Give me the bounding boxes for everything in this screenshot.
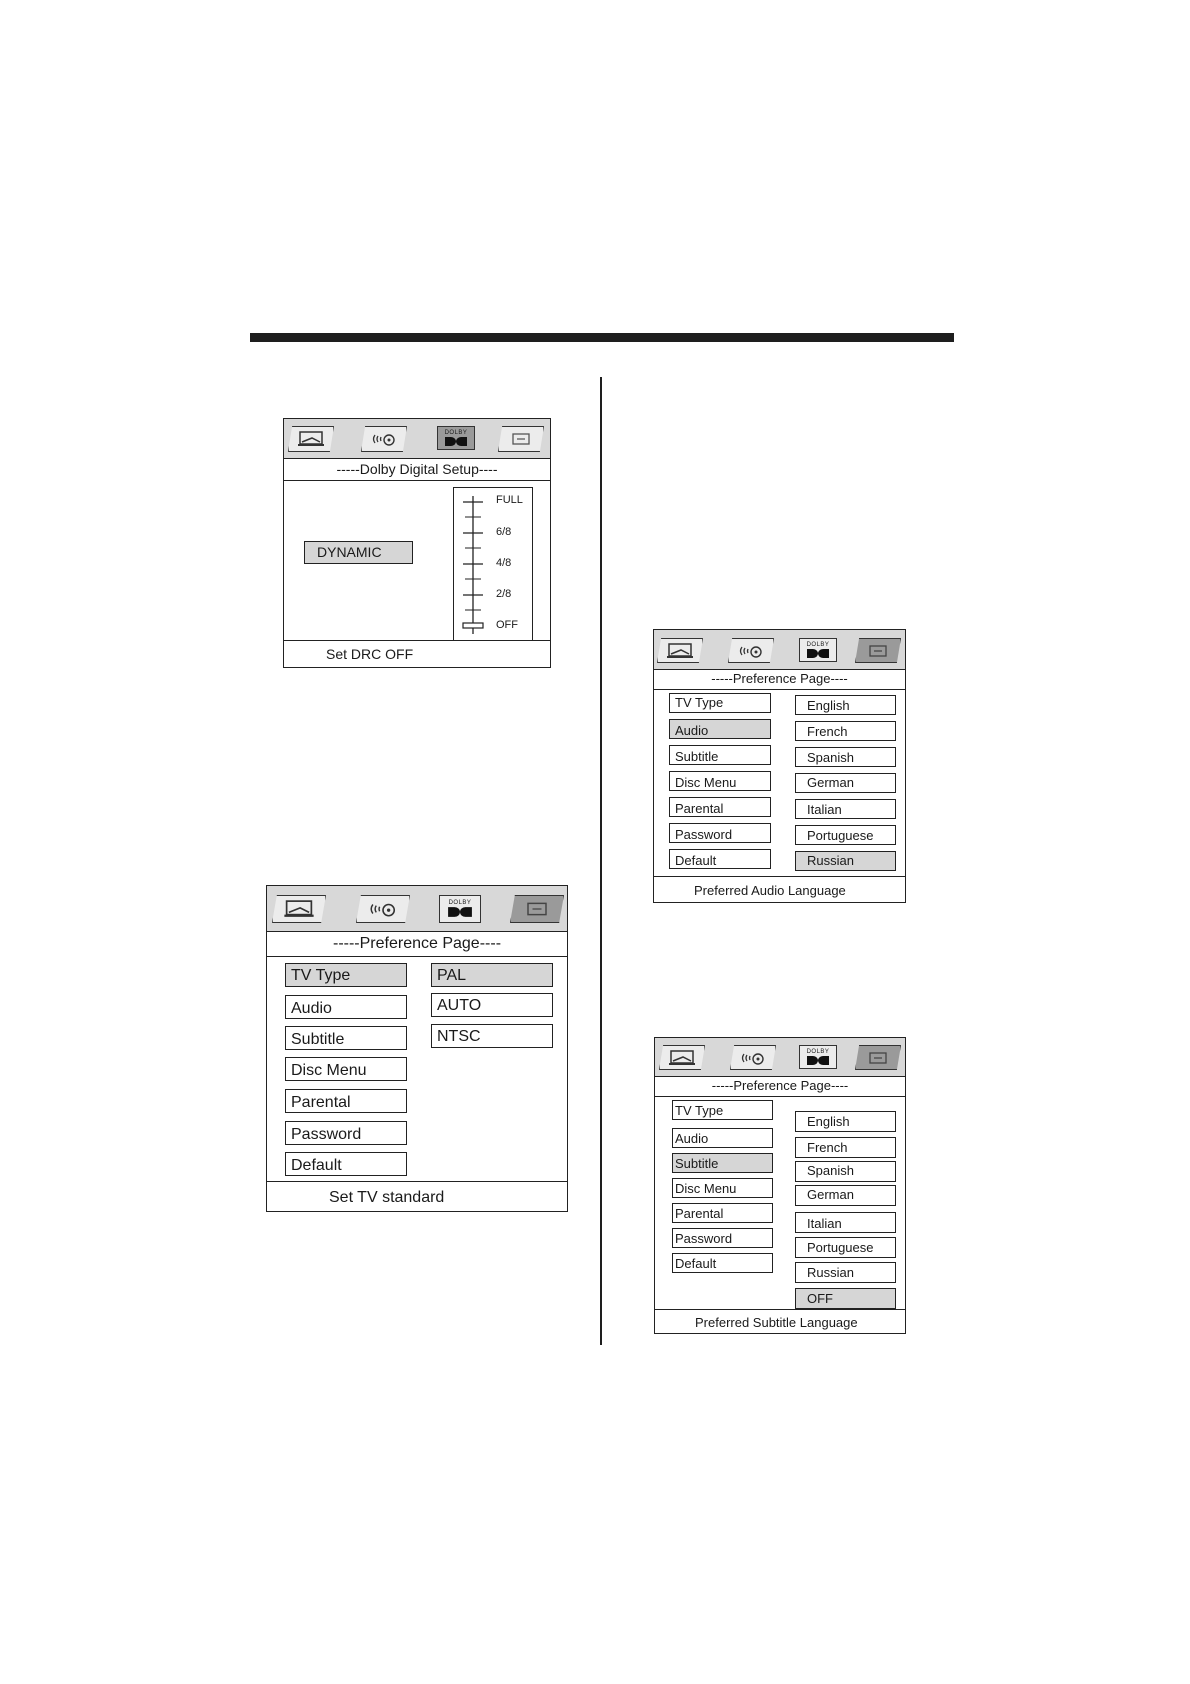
- drc-slider-track: [454, 488, 534, 642]
- icon-bar: [267, 886, 567, 932]
- tab-preference-page[interactable]: [510, 895, 564, 923]
- speaker-disc-icon: [366, 900, 400, 918]
- dolby-logo-text: DOLBY: [444, 429, 468, 436]
- preference-screen-icon: [520, 900, 554, 918]
- menu-item-tv-type[interactable]: TV Type: [285, 963, 407, 987]
- option-portuguese[interactable]: Portuguese: [795, 1237, 896, 1258]
- option-italian[interactable]: Italian: [795, 1212, 896, 1233]
- option-spanish[interactable]: Spanish: [795, 747, 896, 767]
- menu-item-subtitle[interactable]: Subtitle: [672, 1153, 773, 1173]
- menu-item-password[interactable]: Password: [672, 1228, 773, 1248]
- dolby-double-d-icon: [447, 906, 473, 918]
- tab-dolby-setup[interactable]: [799, 1045, 837, 1069]
- option-english[interactable]: English: [795, 695, 896, 715]
- tab-preference-page[interactable]: [855, 638, 901, 663]
- menu-item-audio[interactable]: Audio: [672, 1128, 773, 1148]
- option-german[interactable]: German: [795, 773, 896, 793]
- option-french[interactable]: French: [795, 721, 896, 741]
- status-bar: Preferred Audio Language: [654, 876, 905, 902]
- menu-item-password[interactable]: Password: [285, 1121, 407, 1145]
- dolby-double-d-icon: [444, 436, 468, 447]
- dolby-logo-text: DOLBY: [448, 900, 472, 906]
- option-italian[interactable]: Italian: [795, 799, 896, 819]
- speaker-disc-icon: [369, 431, 399, 447]
- menu-item-default[interactable]: Default: [672, 1253, 773, 1273]
- option-pal[interactable]: PAL: [431, 963, 553, 987]
- menu-item-subtitle[interactable]: Subtitle: [669, 745, 771, 765]
- page-title: -----Preference Page----: [654, 669, 905, 690]
- menu-item-password[interactable]: Password: [669, 823, 771, 843]
- drc-mode-button[interactable]: DYNAMIC: [304, 541, 413, 564]
- scale-label-full: FULL: [496, 494, 523, 506]
- option-russian[interactable]: Russian: [795, 851, 896, 871]
- tab-audio-setup[interactable]: [730, 1045, 776, 1070]
- menu-item-parental[interactable]: Parental: [285, 1089, 407, 1113]
- status-bar: Preferred Subtitle Language: [655, 1309, 905, 1333]
- tab-audio-setup[interactable]: [361, 426, 407, 452]
- status-bar: Set DRC OFF: [284, 640, 550, 667]
- status-bar: Set TV standard: [267, 1181, 567, 1211]
- scale-label-6-8: 6/8: [496, 526, 512, 538]
- icon-bar: [654, 630, 905, 670]
- preference-screen-icon: [863, 1050, 893, 1066]
- option-portuguese[interactable]: Portuguese: [795, 825, 896, 845]
- option-english[interactable]: English: [795, 1111, 896, 1132]
- menu-item-audio[interactable]: Audio: [285, 995, 407, 1019]
- tab-general-setup[interactable]: [657, 638, 703, 663]
- dolby-logo-text: DOLBY: [806, 641, 830, 648]
- drc-slider-knob: [463, 623, 483, 628]
- tab-general-setup[interactable]: [659, 1045, 705, 1070]
- tab-audio-setup[interactable]: [356, 895, 410, 923]
- option-off[interactable]: OFF: [795, 1288, 896, 1309]
- tab-audio-setup[interactable]: [728, 638, 774, 663]
- menu-item-disc-menu[interactable]: Disc Menu: [672, 1178, 773, 1198]
- preference-screen-icon: [506, 431, 536, 447]
- option-spanish[interactable]: Spanish: [795, 1161, 896, 1182]
- header-rule: [250, 333, 954, 342]
- tab-general-setup[interactable]: [288, 426, 334, 452]
- menu-item-tv-type[interactable]: TV Type: [672, 1100, 773, 1120]
- menu-item-default[interactable]: Default: [285, 1152, 407, 1176]
- menu-item-parental[interactable]: Parental: [672, 1203, 773, 1223]
- column-divider: [600, 377, 602, 1345]
- menu-item-parental[interactable]: Parental: [669, 797, 771, 817]
- page-title: -----Preference Page----: [267, 931, 567, 957]
- speaker-disc-icon: [738, 1050, 768, 1066]
- menu-item-disc-menu[interactable]: Disc Menu: [669, 771, 771, 791]
- dolby-double-d-icon: [806, 1055, 830, 1066]
- dolby-setup-panel: [283, 418, 551, 668]
- preference-panel-tv-type: [266, 885, 568, 1212]
- scale-label-2-8: 2/8: [496, 588, 512, 600]
- option-ntsc[interactable]: NTSC: [431, 1024, 553, 1048]
- dolby-double-d-icon: [806, 648, 830, 659]
- tab-dolby-setup[interactable]: [437, 426, 475, 450]
- icon-bar: [655, 1038, 905, 1077]
- option-russian[interactable]: Russian: [795, 1262, 896, 1283]
- page-title: -----Preference Page----: [655, 1076, 905, 1097]
- tab-preference-page[interactable]: [855, 1045, 901, 1070]
- tv-monitor-icon: [282, 900, 316, 918]
- drc-level-scale[interactable]: [453, 487, 533, 641]
- option-french[interactable]: French: [795, 1137, 896, 1158]
- preference-panel-subtitle: [654, 1037, 906, 1334]
- menu-item-disc-menu[interactable]: Disc Menu: [285, 1057, 407, 1081]
- dolby-logo-text: DOLBY: [806, 1048, 830, 1055]
- tab-dolby-setup[interactable]: [439, 895, 481, 923]
- menu-item-tv-type[interactable]: TV Type: [669, 693, 771, 713]
- speaker-disc-icon: [736, 643, 766, 659]
- tab-preference-page[interactable]: [498, 426, 544, 452]
- icon-bar: [284, 419, 550, 459]
- tv-monitor-icon: [665, 643, 695, 659]
- option-german[interactable]: German: [795, 1185, 896, 1206]
- tab-general-setup[interactable]: [272, 895, 326, 923]
- menu-item-subtitle[interactable]: Subtitle: [285, 1026, 407, 1050]
- menu-item-default[interactable]: Default: [669, 849, 771, 869]
- option-auto[interactable]: AUTO: [431, 993, 553, 1017]
- tv-monitor-icon: [667, 1050, 697, 1066]
- tv-monitor-icon: [296, 431, 326, 447]
- tab-dolby-setup[interactable]: [799, 638, 837, 662]
- scale-label-off: OFF: [496, 619, 518, 631]
- menu-item-audio[interactable]: Audio: [669, 719, 771, 739]
- page-title: -----Dolby Digital Setup----: [284, 458, 550, 481]
- preference-panel-audio: [653, 629, 906, 903]
- preference-screen-icon: [863, 643, 893, 659]
- scale-label-4-8: 4/8: [496, 557, 512, 569]
